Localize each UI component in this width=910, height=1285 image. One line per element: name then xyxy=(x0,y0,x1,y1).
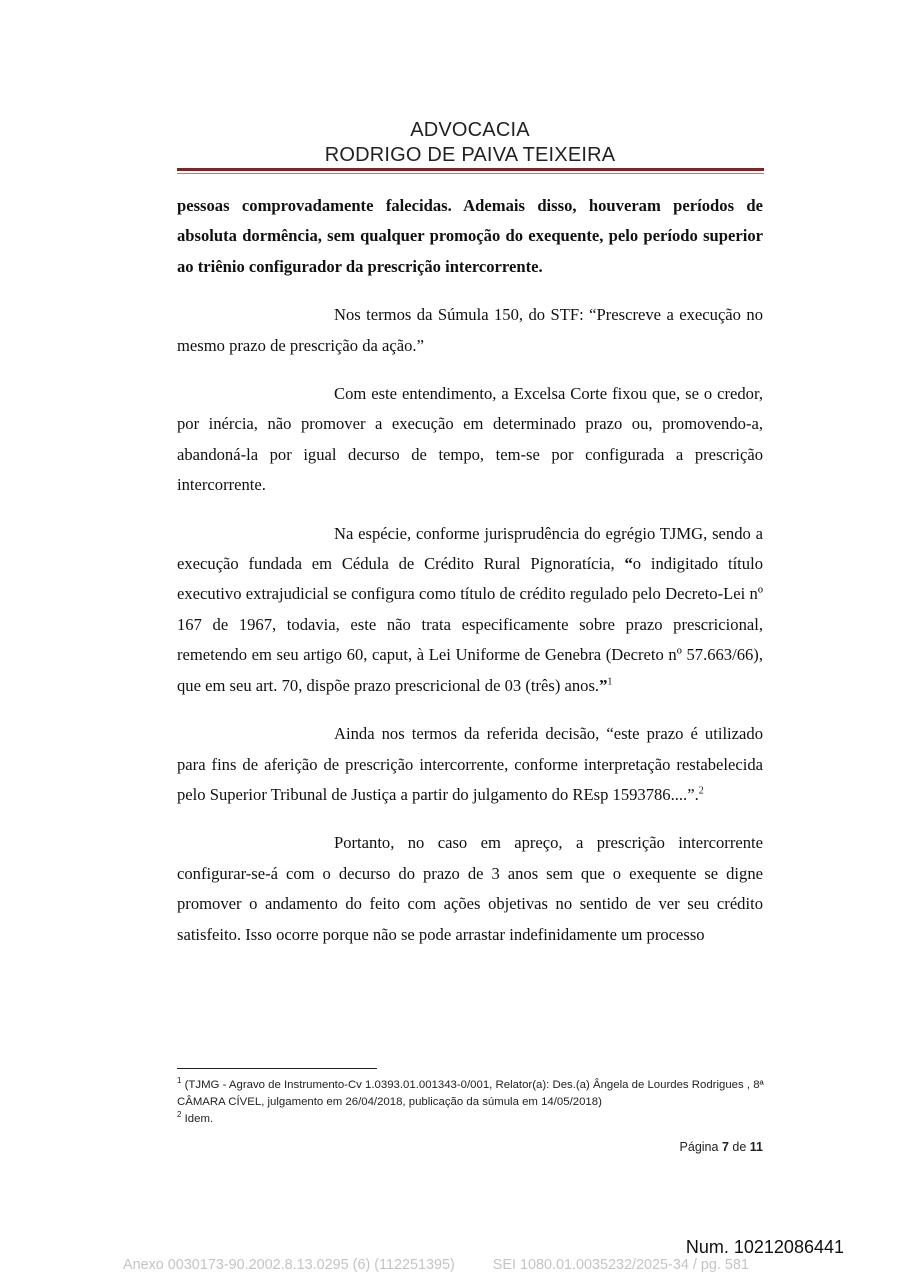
footnotes xyxy=(177,1077,767,1128)
footnote-2-text: Idem. xyxy=(184,1113,214,1125)
paragraph-6: Portanto, no caso em apreço, a prescrição intercorrente configurar-se-á com o decurso do prazo de 3 anos sem que o exequente se digne promover o andamento do feito com ações objetivas no sentido de ver seu crédito satisfeito. Isso ocorre porque não se pode arrastar indefinidamente um processo xyxy=(177,833,763,944)
quote-close: ” xyxy=(599,675,608,695)
header-rule-thin xyxy=(177,173,764,174)
page-current: 7 xyxy=(721,1140,729,1154)
page-label: Página xyxy=(679,1140,719,1154)
footnote-separator xyxy=(177,1068,377,1069)
paragraph-4 xyxy=(177,519,763,701)
paragraph-5-text: Ainda nos termos da referida decisão, “este prazo é utilizado para fins de aferição de prescrição intercorrente, conforme interpretação restabelecida pelo Superior Tribunal de Justiça a partir do julgamento do REsp 1593786....”. xyxy=(177,724,763,804)
annex-reference: Anexo 0030173-90.2002.8.13.0295 (6) (112251395) xyxy=(123,1257,455,1273)
document-body xyxy=(177,191,763,950)
paragraph-3: Com este entendimento, a Excelsa Corte fixou que, se o credor, por inércia, não promover a execução em determinado prazo ou, promovendo-a, abandoná-la por igual decurso de tempo, tem-se por configurada a prescrição intercorrente. xyxy=(177,384,763,495)
page-number xyxy=(680,1140,763,1154)
footnote-2-num: 2 xyxy=(177,1110,182,1120)
footnote-1-num: 1 xyxy=(177,1076,182,1086)
footnote-1 xyxy=(177,1077,767,1111)
footnote-ref-1: 1 xyxy=(607,676,613,688)
paragraph-5 xyxy=(177,719,763,810)
page-total: 11 xyxy=(749,1140,763,1154)
paragraph-4-quote: o indigitado título executivo extrajudicial se configura como título de crédito regulado pelo Decreto-Lei nº 167 de 1967, todavia, este não trata especificamente sobre prazo prescricional, remetendo em seu artigo 60, caput, à Lei Uniforme de Genebra (Decreto nº 57.663/66), que em seu art. 70, dispõe prazo prescricional de 03 (três) anos. xyxy=(177,554,763,695)
quote-open: “ xyxy=(624,554,633,574)
footnote-ref-2: 2 xyxy=(698,785,704,797)
page-of: de xyxy=(732,1140,747,1154)
paragraph-2: Nos termos da Súmula 150, do STF: “Prescreve a execução no mesmo prazo de prescrição da ação.” xyxy=(177,305,763,355)
letterhead xyxy=(0,118,910,168)
footnote-2 xyxy=(177,1111,767,1128)
paragraph-4-intro: Na espécie, conforme jurisprudência do egrégio TJMG, sendo a execução fundada em Cédula de Crédito Rural Pignoratícia, xyxy=(177,523,763,574)
letterhead-line1: ADVOCACIA xyxy=(410,119,530,141)
footnote-1-text: (TJMG - Agravo de Instrumento-Cv 1.0393.01.001343-0/001, Relator(a): Des.(a) Ângela de Lourdes Rodrigues , 8ª CÂMARA CÍVEL, julgamento em 26/04/2018, publicação da súmula em 14/05/2018) xyxy=(177,1079,764,1108)
header-rule xyxy=(177,168,764,171)
letterhead-line2: RODRIGO DE PAIVA TEIXEIRA xyxy=(324,144,616,166)
paragraph-1: pessoas comprovadamente falecidas. Ademais disso, houveram períodos de absoluta dormência, sem qualquer promoção do exequente, pelo período superior ao triênio configurador da prescrição intercorrente. xyxy=(177,196,763,276)
document-number-stamp: Num. 10212086441 xyxy=(685,1237,844,1257)
annex-stamp xyxy=(123,1257,749,1273)
sei-reference: SEI 1080.01.0035232/2025-34 / pg. 581 xyxy=(492,1257,749,1273)
